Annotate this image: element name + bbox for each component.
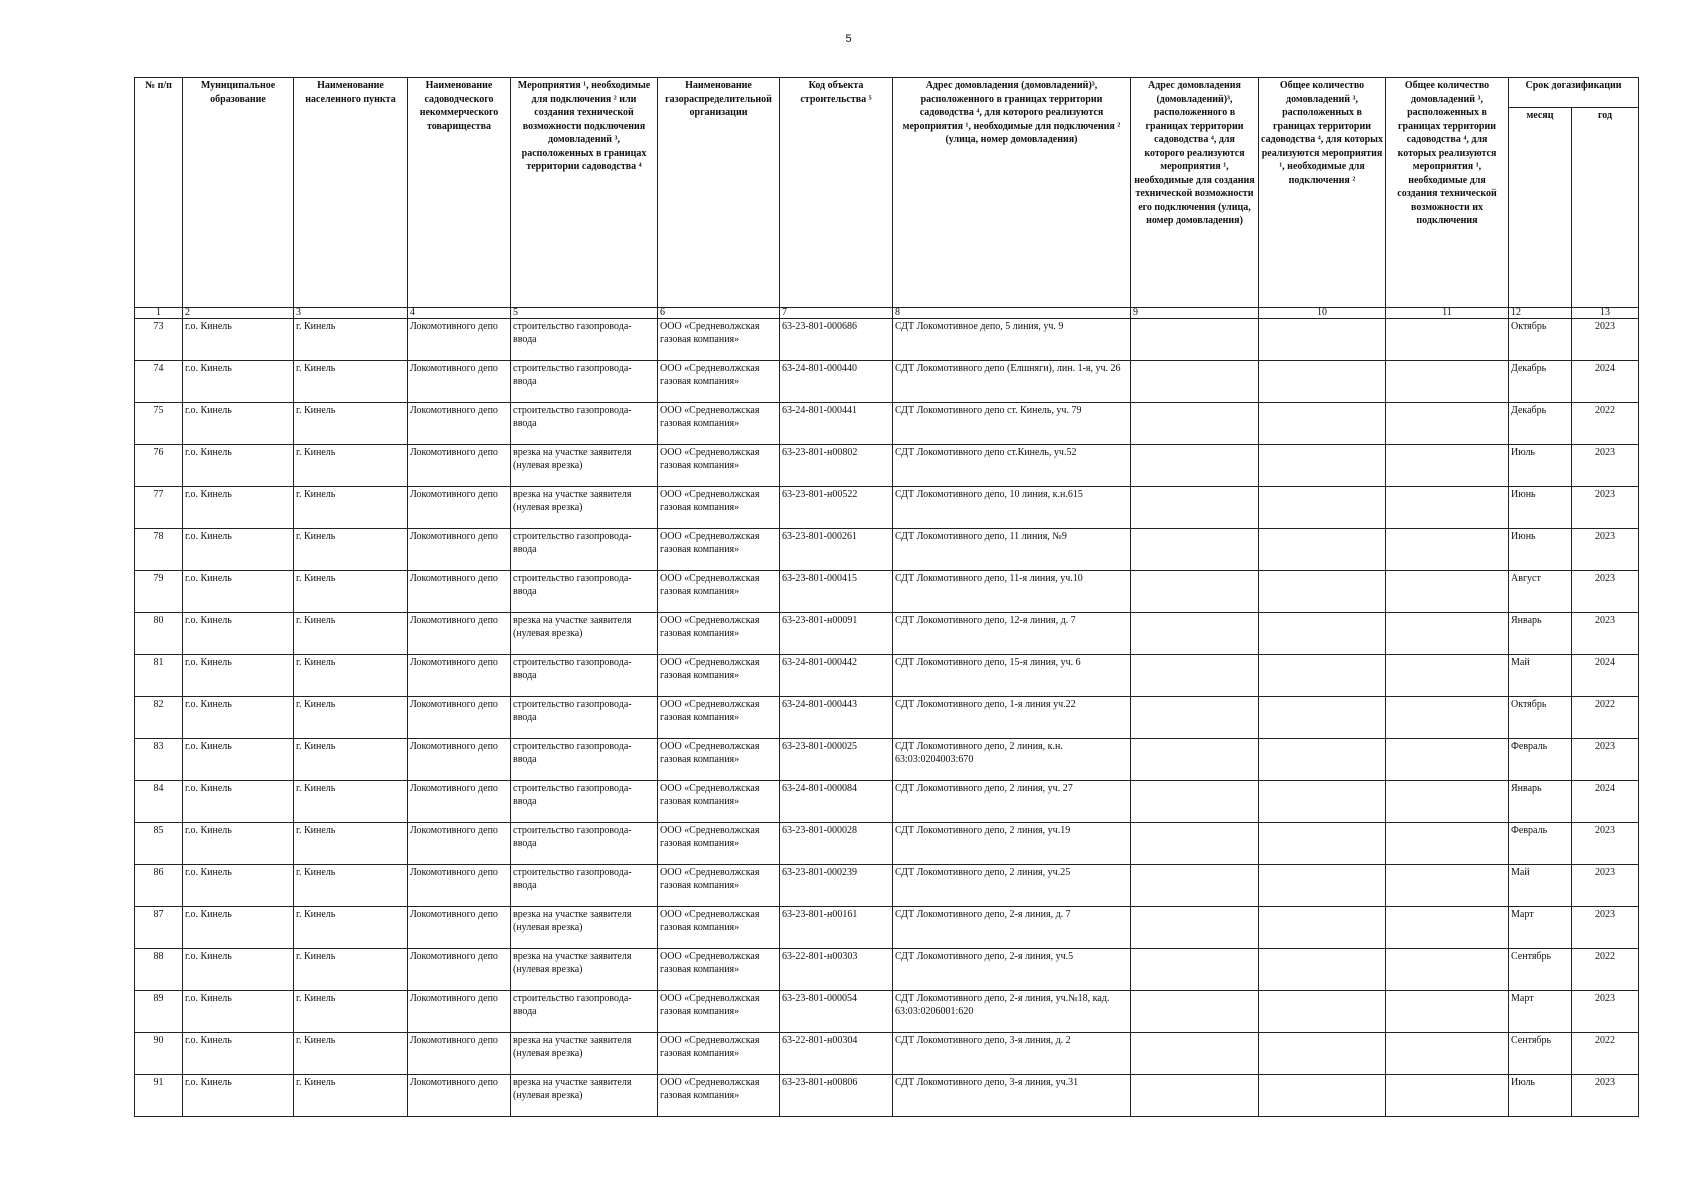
address-cell: СДТ Локомотивного депо, 2-я линия, уч.5 bbox=[893, 949, 1131, 991]
gas-organization-cell: ООО «Средневолжская газовая компания» bbox=[658, 319, 780, 361]
municipality-cell: г.о. Кинель bbox=[183, 1033, 294, 1075]
settlement-cell: г. Кинель bbox=[294, 907, 408, 949]
table-row bbox=[135, 445, 1639, 487]
address-technical-cell bbox=[1131, 781, 1259, 823]
month-cell: Декабрь bbox=[1509, 361, 1572, 403]
table-row bbox=[135, 739, 1639, 781]
object-code-cell: 63-24-801-000084 bbox=[780, 781, 893, 823]
count-connection-cell bbox=[1259, 1033, 1386, 1075]
measure-cell: строительство газопровода-ввода bbox=[511, 781, 658, 823]
header-number: № п/п bbox=[135, 78, 183, 308]
measure-cell: строительство газопровода-ввода bbox=[511, 361, 658, 403]
measure-cell: строительство газопровода-ввода bbox=[511, 655, 658, 697]
settlement-cell: г. Кинель bbox=[294, 865, 408, 907]
month-cell: Январь bbox=[1509, 613, 1572, 655]
municipality-cell: г.о. Кинель bbox=[183, 991, 294, 1033]
count-technical-cell bbox=[1386, 529, 1509, 571]
gas-organization-cell: ООО «Средневолжская газовая компания» bbox=[658, 739, 780, 781]
month-cell: Февраль bbox=[1509, 823, 1572, 865]
column-number: 9 bbox=[1131, 308, 1259, 319]
count-connection-cell bbox=[1259, 319, 1386, 361]
object-code-cell: 63-23-801-000415 bbox=[780, 571, 893, 613]
count-technical-cell bbox=[1386, 613, 1509, 655]
gasification-table bbox=[134, 77, 1639, 1117]
column-number: 11 bbox=[1386, 308, 1509, 319]
object-code-cell: 63-23-801-н00522 bbox=[780, 487, 893, 529]
table-row bbox=[135, 949, 1639, 991]
municipality-cell: г.о. Кинель bbox=[183, 571, 294, 613]
object-code-cell: 63-22-801-н00303 bbox=[780, 949, 893, 991]
address-cell: СДТ Локомотивного депо, 15-я линия, уч. 6 bbox=[893, 655, 1131, 697]
row-number: 79 bbox=[135, 571, 183, 613]
table-row bbox=[135, 991, 1639, 1033]
address-technical-cell bbox=[1131, 361, 1259, 403]
gas-organization-cell: ООО «Средневолжская газовая компания» bbox=[658, 907, 780, 949]
object-code-cell: 63-23-801-н00091 bbox=[780, 613, 893, 655]
month-cell: Май bbox=[1509, 865, 1572, 907]
municipality-cell: г.о. Кинель bbox=[183, 445, 294, 487]
year-cell: 2023 bbox=[1572, 571, 1639, 613]
object-code-cell: 63-23-801-000686 bbox=[780, 319, 893, 361]
year-cell: 2022 bbox=[1572, 697, 1639, 739]
gas-organization-cell: ООО «Средневолжская газовая компания» bbox=[658, 529, 780, 571]
gas-organization-cell: ООО «Средневолжская газовая компания» bbox=[658, 445, 780, 487]
address-technical-cell bbox=[1131, 865, 1259, 907]
object-code-cell: 63-24-801-000442 bbox=[780, 655, 893, 697]
object-code-cell: 63-23-801-000239 bbox=[780, 865, 893, 907]
settlement-cell: г. Кинель bbox=[294, 991, 408, 1033]
column-number: 13 bbox=[1572, 308, 1639, 319]
address-cell: СДТ Локомотивного депо, 2-я линия, д. 7 bbox=[893, 907, 1131, 949]
partnership-cell: Локомотивного депо bbox=[408, 949, 511, 991]
year-cell: 2022 bbox=[1572, 949, 1639, 991]
municipality-cell: г.о. Кинель bbox=[183, 949, 294, 991]
settlement-cell: г. Кинель bbox=[294, 487, 408, 529]
row-number: 76 bbox=[135, 445, 183, 487]
municipality-cell: г.о. Кинель bbox=[183, 781, 294, 823]
object-code-cell: 63-23-801-н00802 bbox=[780, 445, 893, 487]
year-cell: 2023 bbox=[1572, 445, 1639, 487]
address-technical-cell bbox=[1131, 1033, 1259, 1075]
municipality-cell: г.о. Кинель bbox=[183, 655, 294, 697]
table-row bbox=[135, 487, 1639, 529]
address-cell: СДТ Локомотивного депо, 2 линия, к.н. 63:03:0204003:670 bbox=[893, 739, 1131, 781]
count-connection-cell bbox=[1259, 403, 1386, 445]
column-number: 10 bbox=[1259, 308, 1386, 319]
month-cell: Июль bbox=[1509, 445, 1572, 487]
measure-cell: строительство газопровода-ввода bbox=[511, 865, 658, 907]
count-connection-cell bbox=[1259, 571, 1386, 613]
settlement-cell: г. Кинель bbox=[294, 1075, 408, 1117]
count-connection-cell bbox=[1259, 865, 1386, 907]
count-technical-cell bbox=[1386, 319, 1509, 361]
table-row bbox=[135, 1075, 1639, 1117]
address-technical-cell bbox=[1131, 1075, 1259, 1117]
row-number: 74 bbox=[135, 361, 183, 403]
object-code-cell: 63-24-801-000441 bbox=[780, 403, 893, 445]
gas-organization-cell: ООО «Средневолжская газовая компания» bbox=[658, 949, 780, 991]
address-technical-cell bbox=[1131, 739, 1259, 781]
row-number: 78 bbox=[135, 529, 183, 571]
year-cell: 2022 bbox=[1572, 1033, 1639, 1075]
year-cell: 2023 bbox=[1572, 823, 1639, 865]
row-number: 86 bbox=[135, 865, 183, 907]
address-cell: СДТ Локомотивного депо, 10 линия, к.н.615 bbox=[893, 487, 1131, 529]
year-cell: 2024 bbox=[1572, 781, 1639, 823]
partnership-cell: Локомотивного депо bbox=[408, 991, 511, 1033]
table-row bbox=[135, 655, 1639, 697]
municipality-cell: г.о. Кинель bbox=[183, 823, 294, 865]
municipality-cell: г.о. Кинель bbox=[183, 529, 294, 571]
gas-organization-cell: ООО «Средневолжская газовая компания» bbox=[658, 991, 780, 1033]
year-cell: 2023 bbox=[1572, 907, 1639, 949]
year-cell: 2023 bbox=[1572, 991, 1639, 1033]
year-cell: 2023 bbox=[1572, 319, 1639, 361]
count-technical-cell bbox=[1386, 823, 1509, 865]
row-number: 90 bbox=[135, 1033, 183, 1075]
count-connection-cell bbox=[1259, 1075, 1386, 1117]
table-row bbox=[135, 361, 1639, 403]
measure-cell: строительство газопровода-ввода bbox=[511, 697, 658, 739]
count-connection-cell bbox=[1259, 529, 1386, 571]
partnership-cell: Локомотивного депо bbox=[408, 403, 511, 445]
row-number: 85 bbox=[135, 823, 183, 865]
partnership-cell: Локомотивного депо bbox=[408, 907, 511, 949]
gas-organization-cell: ООО «Средневолжская газовая компания» bbox=[658, 361, 780, 403]
partnership-cell: Локомотивного депо bbox=[408, 655, 511, 697]
count-connection-cell bbox=[1259, 949, 1386, 991]
count-technical-cell bbox=[1386, 991, 1509, 1033]
object-code-cell: 63-23-801-н00161 bbox=[780, 907, 893, 949]
year-cell: 2023 bbox=[1572, 529, 1639, 571]
row-number: 87 bbox=[135, 907, 183, 949]
count-connection-cell bbox=[1259, 487, 1386, 529]
count-technical-cell bbox=[1386, 487, 1509, 529]
row-number: 88 bbox=[135, 949, 183, 991]
year-cell: 2024 bbox=[1572, 361, 1639, 403]
settlement-cell: г. Кинель bbox=[294, 403, 408, 445]
count-connection-cell bbox=[1259, 613, 1386, 655]
gas-organization-cell: ООО «Средневолжская газовая компания» bbox=[658, 781, 780, 823]
count-technical-cell bbox=[1386, 445, 1509, 487]
count-connection-cell bbox=[1259, 361, 1386, 403]
count-connection-cell bbox=[1259, 823, 1386, 865]
address-cell: СДТ Локомотивное депо, 5 линия, уч. 9 bbox=[893, 319, 1131, 361]
column-number: 1 bbox=[135, 308, 183, 319]
partnership-cell: Локомотивного депо bbox=[408, 823, 511, 865]
count-technical-cell bbox=[1386, 865, 1509, 907]
month-cell: Январь bbox=[1509, 781, 1572, 823]
row-number: 77 bbox=[135, 487, 183, 529]
table-row bbox=[135, 571, 1639, 613]
row-number: 89 bbox=[135, 991, 183, 1033]
address-technical-cell bbox=[1131, 319, 1259, 361]
month-cell: Июнь bbox=[1509, 529, 1572, 571]
count-technical-cell bbox=[1386, 655, 1509, 697]
month-cell: Сентябрь bbox=[1509, 949, 1572, 991]
address-cell: СДТ Локомотивного депо ст. Кинель, уч. 79 bbox=[893, 403, 1131, 445]
address-cell: СДТ Локомотивного депо, 2 линия, уч.25 bbox=[893, 865, 1131, 907]
settlement-cell: г. Кинель bbox=[294, 571, 408, 613]
partnership-cell: Локомотивного депо bbox=[408, 739, 511, 781]
count-technical-cell bbox=[1386, 907, 1509, 949]
partnership-cell: Локомотивного депо bbox=[408, 361, 511, 403]
column-number: 7 bbox=[780, 308, 893, 319]
address-technical-cell bbox=[1131, 823, 1259, 865]
table-row bbox=[135, 613, 1639, 655]
month-cell: Март bbox=[1509, 907, 1572, 949]
address-technical-cell bbox=[1131, 571, 1259, 613]
count-connection-cell bbox=[1259, 991, 1386, 1033]
gas-organization-cell: ООО «Средневолжская газовая компания» bbox=[658, 655, 780, 697]
year-cell: 2023 bbox=[1572, 1075, 1639, 1117]
object-code-cell: 63-23-801-000261 bbox=[780, 529, 893, 571]
partnership-cell: Локомотивного депо bbox=[408, 445, 511, 487]
table-row bbox=[135, 529, 1639, 571]
count-technical-cell bbox=[1386, 571, 1509, 613]
object-code-cell: 63-23-801-н00806 bbox=[780, 1075, 893, 1117]
month-cell: Июль bbox=[1509, 1075, 1572, 1117]
partnership-cell: Локомотивного депо bbox=[408, 487, 511, 529]
count-technical-cell bbox=[1386, 739, 1509, 781]
row-number: 73 bbox=[135, 319, 183, 361]
header-settlement: Наименование населенного пункта bbox=[294, 78, 408, 308]
measure-cell: врезка на участке заявителя (нулевая врезка) bbox=[511, 949, 658, 991]
month-cell: Февраль bbox=[1509, 739, 1572, 781]
measure-cell: строительство газопровода-ввода bbox=[511, 319, 658, 361]
header-partnership: Наименование садоводческого некоммерческого товарищества bbox=[408, 78, 511, 308]
column-number: 12 bbox=[1509, 308, 1572, 319]
measure-cell: строительство газопровода-ввода bbox=[511, 571, 658, 613]
table-row bbox=[135, 865, 1639, 907]
month-cell: Август bbox=[1509, 571, 1572, 613]
address-technical-cell bbox=[1131, 529, 1259, 571]
month-cell: Октябрь bbox=[1509, 319, 1572, 361]
count-technical-cell bbox=[1386, 781, 1509, 823]
object-code-cell: 63-22-801-н00304 bbox=[780, 1033, 893, 1075]
month-cell: Декабрь bbox=[1509, 403, 1572, 445]
partnership-cell: Локомотивного депо bbox=[408, 1033, 511, 1075]
partnership-cell: Локомотивного депо bbox=[408, 781, 511, 823]
settlement-cell: г. Кинель bbox=[294, 361, 408, 403]
settlement-cell: г. Кинель bbox=[294, 613, 408, 655]
object-code-cell: 63-24-801-000443 bbox=[780, 697, 893, 739]
measure-cell: врезка на участке заявителя (нулевая врезка) bbox=[511, 487, 658, 529]
column-number: 6 bbox=[658, 308, 780, 319]
measure-cell: строительство газопровода-ввода bbox=[511, 739, 658, 781]
row-number: 84 bbox=[135, 781, 183, 823]
header-object-code: Код объекта строительства ⁵ bbox=[780, 78, 893, 308]
address-cell: СДТ Локомотивного депо, 1-я линия уч.22 bbox=[893, 697, 1131, 739]
count-technical-cell bbox=[1386, 1033, 1509, 1075]
column-number: 5 bbox=[511, 308, 658, 319]
settlement-cell: г. Кинель bbox=[294, 445, 408, 487]
count-connection-cell bbox=[1259, 697, 1386, 739]
count-connection-cell bbox=[1259, 907, 1386, 949]
object-code-cell: 63-23-801-000028 bbox=[780, 823, 893, 865]
header-count-connection: Общее количество домовладений ³, расположенных в границах территории садоводства ⁴, для которых реализуются мероприятия ¹, необходимые для подключения ² bbox=[1259, 78, 1386, 308]
row-number: 91 bbox=[135, 1075, 183, 1117]
address-cell: СДТ Локомотивного депо, 3-я линия, уч.31 bbox=[893, 1075, 1131, 1117]
year-cell: 2024 bbox=[1572, 655, 1639, 697]
municipality-cell: г.о. Кинель bbox=[183, 697, 294, 739]
address-technical-cell bbox=[1131, 613, 1259, 655]
year-cell: 2023 bbox=[1572, 487, 1639, 529]
year-cell: 2023 bbox=[1572, 613, 1639, 655]
measure-cell: врезка на участке заявителя (нулевая врезка) bbox=[511, 445, 658, 487]
partnership-cell: Локомотивного депо bbox=[408, 1075, 511, 1117]
gas-organization-cell: ООО «Средневолжская газовая компания» bbox=[658, 403, 780, 445]
header-address-connection: Адрес домовладения (домовладений)³, расположенного в границах территории садоводства ⁴, для которого реализуются мероприятия ¹, необходимые для подключения ² (улица, номер домовладения) bbox=[893, 78, 1131, 308]
municipality-cell: г.о. Кинель bbox=[183, 361, 294, 403]
year-cell: 2022 bbox=[1572, 403, 1639, 445]
header-municipality: Муниципальное образование bbox=[183, 78, 294, 308]
settlement-cell: г. Кинель bbox=[294, 655, 408, 697]
header-address-technical: Адрес домовладения (домовладений)³, расположенного в границах территории садоводства ⁴, для которого реализуются мероприятия ¹, необходимые для создания технической возможности его подключения (улица, номер домовладения) bbox=[1131, 78, 1259, 308]
municipality-cell: г.о. Кинель bbox=[183, 613, 294, 655]
address-technical-cell bbox=[1131, 907, 1259, 949]
municipality-cell: г.о. Кинель bbox=[183, 403, 294, 445]
year-cell: 2023 bbox=[1572, 865, 1639, 907]
month-cell: Март bbox=[1509, 991, 1572, 1033]
municipality-cell: г.о. Кинель bbox=[183, 1075, 294, 1117]
table-row bbox=[135, 781, 1639, 823]
partnership-cell: Локомотивного депо bbox=[408, 529, 511, 571]
settlement-cell: г. Кинель bbox=[294, 949, 408, 991]
address-technical-cell bbox=[1131, 487, 1259, 529]
object-code-cell: 63-23-801-000054 bbox=[780, 991, 893, 1033]
settlement-cell: г. Кинель bbox=[294, 319, 408, 361]
address-cell: СДТ Локомотивного депо, 2-я линия, уч.№18, кад. 63:03:0206001:620 bbox=[893, 991, 1131, 1033]
object-code-cell: 63-23-801-000025 bbox=[780, 739, 893, 781]
municipality-cell: г.о. Кинель bbox=[183, 907, 294, 949]
partnership-cell: Локомотивного депо bbox=[408, 571, 511, 613]
gas-organization-cell: ООО «Средневолжская газовая компания» bbox=[658, 1033, 780, 1075]
address-technical-cell bbox=[1131, 655, 1259, 697]
measure-cell: врезка на участке заявителя (нулевая врезка) bbox=[511, 907, 658, 949]
count-technical-cell bbox=[1386, 361, 1509, 403]
settlement-cell: г. Кинель bbox=[294, 781, 408, 823]
month-cell: Май bbox=[1509, 655, 1572, 697]
header-year: год bbox=[1572, 108, 1639, 308]
measure-cell: врезка на участке заявителя (нулевая врезка) bbox=[511, 1033, 658, 1075]
row-number: 80 bbox=[135, 613, 183, 655]
partnership-cell: Локомотивного депо bbox=[408, 865, 511, 907]
column-number: 3 bbox=[294, 308, 408, 319]
month-cell: Сентябрь bbox=[1509, 1033, 1572, 1075]
count-technical-cell bbox=[1386, 697, 1509, 739]
column-number: 2 bbox=[183, 308, 294, 319]
year-cell: 2023 bbox=[1572, 739, 1639, 781]
settlement-cell: г. Кинель bbox=[294, 529, 408, 571]
count-technical-cell bbox=[1386, 403, 1509, 445]
page-number: 5 bbox=[845, 33, 852, 45]
gas-organization-cell: ООО «Средневолжская газовая компания» bbox=[658, 613, 780, 655]
gas-organization-cell: ООО «Средневолжская газовая компания» bbox=[658, 823, 780, 865]
municipality-cell: г.о. Кинель bbox=[183, 739, 294, 781]
address-cell: СДТ Локомотивного депо, 12-я линия, д. 7 bbox=[893, 613, 1131, 655]
table-row bbox=[135, 1033, 1639, 1075]
count-connection-cell bbox=[1259, 739, 1386, 781]
address-cell: СДТ Локомотивного депо, 2 линия, уч.19 bbox=[893, 823, 1131, 865]
measure-cell: строительство газопровода-ввода bbox=[511, 529, 658, 571]
address-technical-cell bbox=[1131, 991, 1259, 1033]
header-measures: Мероприятия ¹, необходимые для подключения ² или создания технической возможности подключения домовладений ³, расположенных в границах территории садоводства ⁴ bbox=[511, 78, 658, 308]
gas-organization-cell: ООО «Средневолжская газовая компания» bbox=[658, 697, 780, 739]
partnership-cell: Локомотивного депо bbox=[408, 697, 511, 739]
municipality-cell: г.о. Кинель bbox=[183, 865, 294, 907]
table-row bbox=[135, 319, 1639, 361]
column-number: 4 bbox=[408, 308, 511, 319]
address-cell: СДТ Локомотивного депо, 11 линия, №9 bbox=[893, 529, 1131, 571]
address-cell: СДТ Локомотивного депо ст.Кинель, уч.52 bbox=[893, 445, 1131, 487]
object-code-cell: 63-24-801-000440 bbox=[780, 361, 893, 403]
measure-cell: строительство газопровода-ввода bbox=[511, 991, 658, 1033]
measure-cell: строительство газопровода-ввода bbox=[511, 403, 658, 445]
header-deadline: Срок догазификации bbox=[1509, 78, 1639, 108]
row-number: 82 bbox=[135, 697, 183, 739]
address-technical-cell bbox=[1131, 445, 1259, 487]
address-technical-cell bbox=[1131, 697, 1259, 739]
partnership-cell: Локомотивного депо bbox=[408, 613, 511, 655]
gas-organization-cell: ООО «Средневолжская газовая компания» bbox=[658, 487, 780, 529]
municipality-cell: г.о. Кинель bbox=[183, 319, 294, 361]
count-technical-cell bbox=[1386, 1075, 1509, 1117]
address-cell: СДТ Локомотивного депо (Елшняги), лин. 1-я, уч. 26 bbox=[893, 361, 1131, 403]
measure-cell: врезка на участке заявителя (нулевая врезка) bbox=[511, 613, 658, 655]
column-number: 8 bbox=[893, 308, 1131, 319]
table-row bbox=[135, 823, 1639, 865]
header-gas-organization: Наименование газораспределительной организации bbox=[658, 78, 780, 308]
address-technical-cell bbox=[1131, 403, 1259, 445]
address-technical-cell bbox=[1131, 949, 1259, 991]
month-cell: Октябрь bbox=[1509, 697, 1572, 739]
count-connection-cell bbox=[1259, 655, 1386, 697]
count-connection-cell bbox=[1259, 781, 1386, 823]
table-row bbox=[135, 907, 1639, 949]
row-number: 81 bbox=[135, 655, 183, 697]
settlement-cell: г. Кинель bbox=[294, 823, 408, 865]
address-cell: СДТ Локомотивного депо, 11-я линия, уч.10 bbox=[893, 571, 1131, 613]
count-technical-cell bbox=[1386, 949, 1509, 991]
row-number: 83 bbox=[135, 739, 183, 781]
gas-organization-cell: ООО «Средневолжская газовая компания» bbox=[658, 571, 780, 613]
address-cell: СДТ Локомотивного депо, 2 линия, уч. 27 bbox=[893, 781, 1131, 823]
month-cell: Июнь bbox=[1509, 487, 1572, 529]
settlement-cell: г. Кинель bbox=[294, 1033, 408, 1075]
municipality-cell: г.о. Кинель bbox=[183, 487, 294, 529]
gas-organization-cell: ООО «Средневолжская газовая компания» bbox=[658, 1075, 780, 1117]
partnership-cell: Локомотивного депо bbox=[408, 319, 511, 361]
gas-organization-cell: ООО «Средневолжская газовая компания» bbox=[658, 865, 780, 907]
settlement-cell: г. Кинель bbox=[294, 739, 408, 781]
table-row bbox=[135, 403, 1639, 445]
row-number: 75 bbox=[135, 403, 183, 445]
measure-cell: строительство газопровода-ввода bbox=[511, 823, 658, 865]
measure-cell: врезка на участке заявителя (нулевая врезка) bbox=[511, 1075, 658, 1117]
header-count-technical: Общее количество домовладений ³, расположенных в границах территории садоводства ⁴, для которых реализуются мероприятия ¹, необходимые для создания технической возможности их подключения bbox=[1386, 78, 1509, 308]
table-row bbox=[135, 697, 1639, 739]
count-connection-cell bbox=[1259, 445, 1386, 487]
address-cell: СДТ Локомотивного депо, 3-я линия, д. 2 bbox=[893, 1033, 1131, 1075]
settlement-cell: г. Кинель bbox=[294, 697, 408, 739]
header-month: месяц bbox=[1509, 108, 1572, 308]
